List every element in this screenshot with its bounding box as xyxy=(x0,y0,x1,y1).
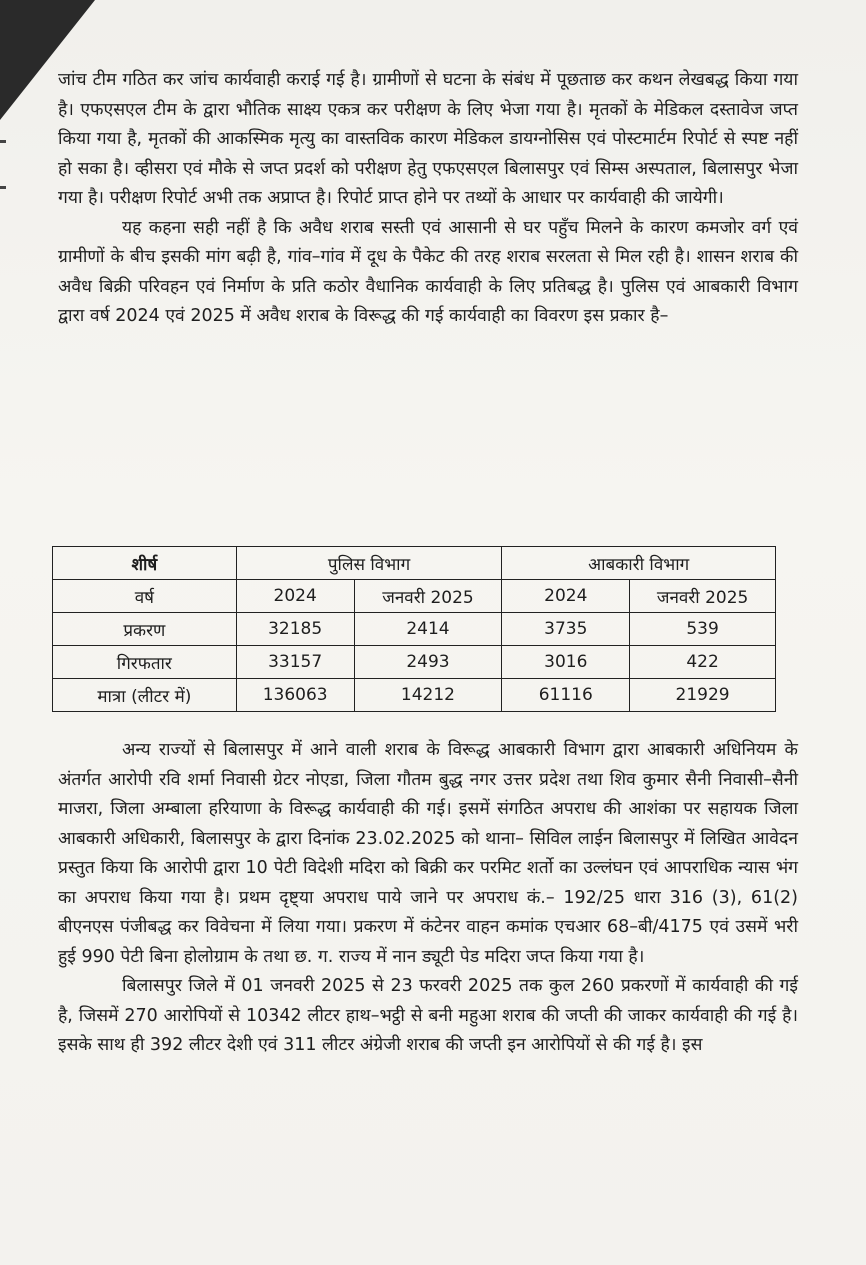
table-cell: 21929 xyxy=(630,679,776,712)
header-cell: पुलिस विभाग xyxy=(236,547,502,580)
table-row xyxy=(53,646,776,679)
header-cell: शीर्ष xyxy=(53,547,237,580)
top-text xyxy=(58,66,798,332)
table-cell: 539 xyxy=(630,613,776,646)
table-cell: गिरफतार xyxy=(53,646,237,679)
table-header-row xyxy=(53,547,776,580)
paragraph-district-summary: बिलासपुर जिले में 01 जनवरी 2025 से 23 फरवरी 2025 तक कुल 260 प्रकरणों में कार्यवाही की गई है, जिसमें 270 आरोपियों से 10342 लीटर हाथ–भट्ठी से बनी महुआ शराब की जप्ती की जाकर कार्यवाही की गई है। इसके साथ ही 392 लीटर देशी एवं 311 लीटर अंग्रेजी शराब की जप्ती इन आरोपियों से की गई है। इस xyxy=(58,976,798,1055)
table-cell: 2024 xyxy=(236,580,354,613)
table-row xyxy=(53,679,776,712)
paragraph-investigation: जांच टीम गठित कर जांच कार्यवाही कराई गई है। ग्रामीणों से घटना के संबंध में पूछताछ कर कथन लेखबद्ध किया गया है। एफएसएल टीम के द्वारा भौतिक साक्ष्य एकत्र कर परीक्षण के लिए भेजा गया है। मृतकों के मेडिकल दस्तावेज जप्त किया गया है, मृतकों की आकस्मिक मृत्यु का वास्तविक कारण मेडिकल डायग्नोसिस एवं पोस्टमार्टम रिपोर्ट से स्पष्ट नहीं हो सका है। व्हीसरा एवं मौके से जप्त प्रदर्श को परीक्षण हेतु एफएसएल बिलासपुर एवं सिम्स अस्पताल, बिलासपुर भेजा गया है। परीक्षण रिपोर्ट अभी तक अप्राप्त है। रिपोर्ट प्राप्त होने पर तथ्यों के आधार पर कार्यवाही की जायेगी। xyxy=(58,70,798,208)
table-cell: 32185 xyxy=(236,613,354,646)
enforcement-table xyxy=(52,546,776,712)
table-cell: 136063 xyxy=(236,679,354,712)
table-cell: 2024 xyxy=(502,580,630,613)
table-cell: जनवरी 2025 xyxy=(630,580,776,613)
table-cell: मात्रा (लीटर में) xyxy=(53,679,237,712)
header-cell: आबकारी विभाग xyxy=(502,547,776,580)
paragraph-excise-case: अन्य राज्यों से बिलासपुर में आने वाली शराब के विरूद्ध आबकारी विभाग द्वारा आबकारी अधिनियम के अंतर्गत आरोपी रवि शर्मा निवासी ग्रेटर नोएडा, जिला गौतम बुद्ध नगर उत्तर प्रदेश तथा शिव कुमार सैनी निवासी–सैनी माजरा, जिला अम्बाला हरियाणा के विरूद्ध कार्यवाही की गई। इसमें संगठित अपराध की आशंका पर सहायक जिला आबकारी अधिकारी, बिलासपुर के द्वारा दिनांक 23.02.2025 को थाना– सिविल लाईन बिलासपुर में लिखित आवेदन प्रस्तुत किया कि आरोपी द्वारा 10 पेटी विदेशी मदिरा को बिक्री कर परमिट शर्तो का उल्लंघन एवं आपराधिक न्यास भंग का अपराध किया गया है। प्रथम दृष्ट्या अपराध पाये जाने पर अपराध कं.– 192/25 धारा 316 (3), 61(2) बीएनएस पंजीबद्ध कर विवेचना में लिया गया। प्रकरण में कंटेनर वाहन कमांक एचआर 68–बी/4175 एवं उसमें भरी हुई 990 पेटी बिना होलोग्राम के तथा छ. ग. राज्य में नान ड्यूटी पेड मदिरा जप्त किया गया है। xyxy=(58,740,798,967)
table-cell: 3735 xyxy=(502,613,630,646)
margin-mark xyxy=(0,186,6,189)
table-cell: 3016 xyxy=(502,646,630,679)
margin-mark xyxy=(0,140,6,143)
table-cell: 33157 xyxy=(236,646,354,679)
table-cell: 14212 xyxy=(354,679,502,712)
table-cell: 61116 xyxy=(502,679,630,712)
table-cell: 2493 xyxy=(354,646,502,679)
table-cell: 2414 xyxy=(354,613,502,646)
bottom-text xyxy=(58,736,798,1061)
table-cell: वर्ष xyxy=(53,580,237,613)
table-cell: प्रकरण xyxy=(53,613,237,646)
paragraph-illegal-liquor: यह कहना सही नहीं है कि अवैध शराब सस्ती एवं आसानी से घर पहुँच मिलने के कारण कमजोर वर्ग एवं ग्रामीणों के बीच इसकी मांग बढ़ी है, गांव–गांव में दूध के पैकेट की तरह शराब सरलता से मिल रही है। शासन शराब की अवैध बिक्री परिवहन एवं निर्माण के प्रति कठोर वैधानिक कार्यवाही के लिए प्रतिबद्ध है। पुलिस एवं आबकारी विभाग द्वारा वर्ष 2024 एवं 2025 में अवैध शराब के विरूद्ध की गई कार्यवाही का विवरण इस प्रकार है– xyxy=(58,217,798,326)
table-cell: जनवरी 2025 xyxy=(354,580,502,613)
table-cell: 422 xyxy=(630,646,776,679)
table-row xyxy=(53,613,776,646)
table-row xyxy=(53,580,776,613)
